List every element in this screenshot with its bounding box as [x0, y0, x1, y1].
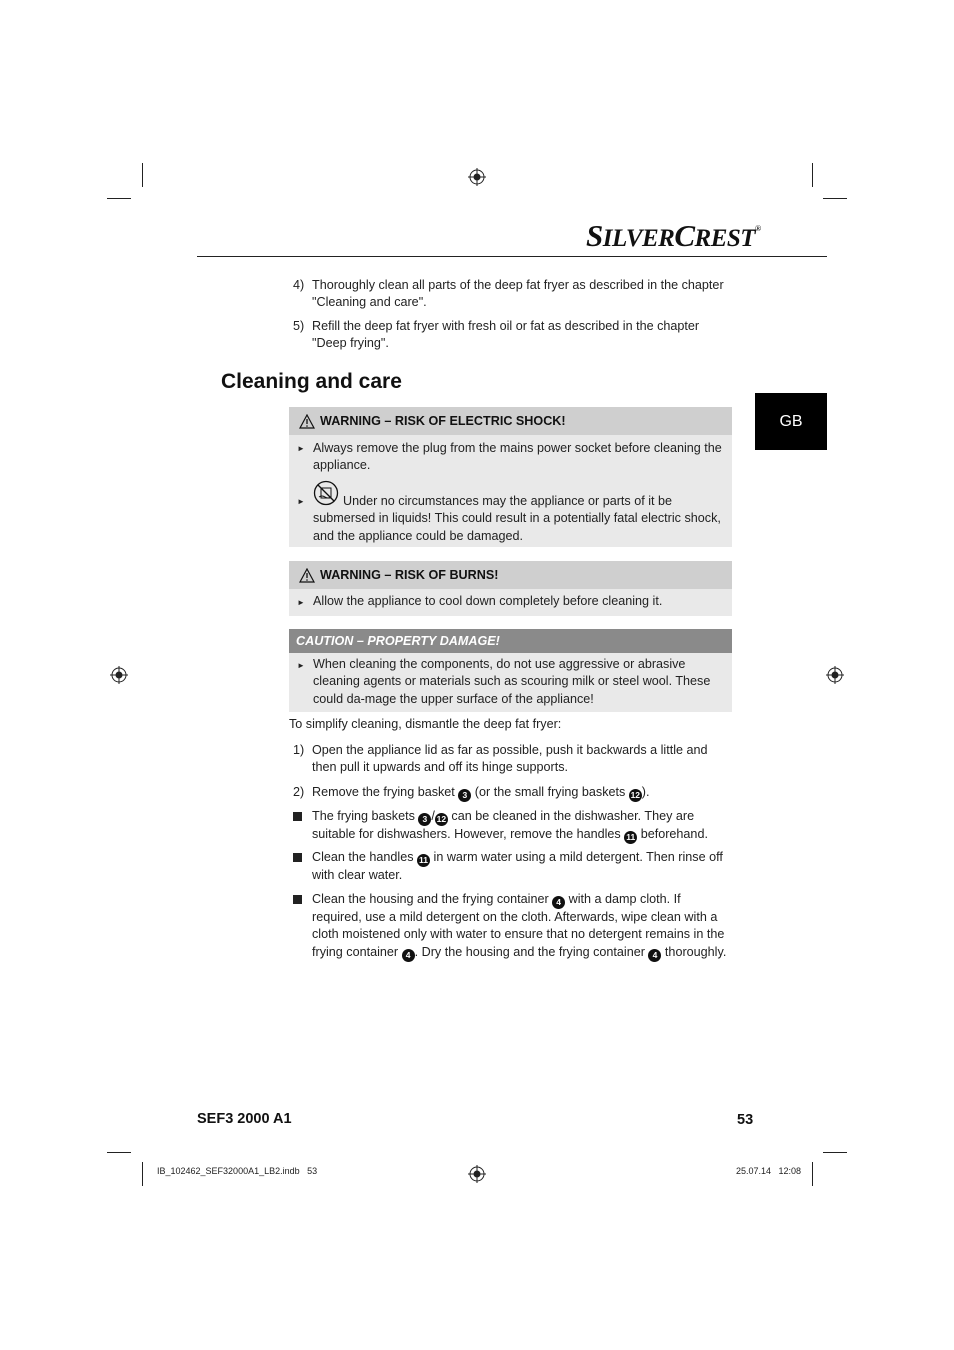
- bullet-square-icon: [293, 812, 302, 821]
- crop-mark: [107, 1152, 131, 1153]
- crop-mark: [823, 1152, 847, 1153]
- part-number-badge: 11: [419, 855, 429, 865]
- part-number-badge: 4: [402, 949, 415, 962]
- warning-title: WARNING – RISK OF ELECTRIC SHOCK!: [320, 414, 566, 428]
- warning-triangle-icon: [299, 568, 315, 583]
- step-number: 1): [293, 743, 305, 757]
- bullet-square-icon: [293, 853, 302, 862]
- warning-header: [289, 561, 732, 589]
- bullet-square-icon: [293, 895, 302, 904]
- section-title: Cleaning and care: [221, 370, 402, 393]
- part-number-badge: 11: [626, 832, 636, 842]
- warning-header: [289, 407, 732, 435]
- bullet-arrow-icon: ►: [297, 497, 305, 506]
- part-number-badge: 3: [458, 789, 471, 802]
- crop-mark: [142, 163, 143, 187]
- brand-logo: SILVERCREST®: [586, 218, 761, 253]
- crop-mark: [812, 163, 813, 187]
- warning-item: Under no circumstances may the appliance or parts of it be submersed in liquids! This could result in a potentially fatal electric shock, and the appliance could be damaged.: [313, 494, 721, 543]
- warning-item: Allow the appliance to cool down completely before cleaning it.: [313, 594, 663, 608]
- caution-title: CAUTION – PROPERTY DAMAGE!: [296, 634, 500, 648]
- language-tab: GB: [755, 393, 827, 450]
- part-number-badge: 12: [436, 814, 447, 824]
- bullet-arrow-icon: ►: [297, 598, 305, 607]
- step-number: 2): [293, 785, 305, 799]
- crop-mark: [142, 1162, 143, 1186]
- warning-burns-box: [289, 561, 732, 616]
- caution-item: When cleaning the components, do not use aggressive or abrasive cleaning agents or materials such as scouring milk or steel wool. These could da-mage the upper surface of the appliance!: [313, 657, 711, 706]
- warning-item: Always remove the plug from the mains power socket before cleaning the appliance.: [313, 441, 722, 473]
- warning-triangle-icon: [299, 414, 315, 429]
- step-text: Refill the deep fat fryer with fresh oil or fat as described in the chapter "Deep frying".: [312, 319, 700, 351]
- part-number-badge: 12: [630, 790, 641, 800]
- warning-shock-box: [289, 407, 732, 547]
- crop-mark: [812, 1162, 813, 1186]
- slug-filename: IB_102462_SEF32000A1_LB2.indb 53: [157, 1166, 318, 1176]
- header-rule: [197, 256, 827, 257]
- part-number-badge: 4: [648, 949, 661, 962]
- registration-mark-icon: [826, 666, 844, 684]
- step-number: 5): [293, 319, 305, 333]
- bullet-arrow-icon: ►: [297, 661, 305, 670]
- bullet-arrow-icon: ►: [297, 444, 305, 453]
- step-text: Thoroughly clean all parts of the deep fat fryer as described in the chapter "Cleaning and care".: [312, 278, 724, 310]
- part-number-badge: 3: [418, 813, 431, 826]
- intro-text: To simplify cleaning, dismantle the deep fat fryer:: [289, 717, 562, 731]
- step-text: Remove the frying basket 3 (or the small frying baskets 12 ).: [312, 785, 650, 800]
- caution-header: [289, 629, 732, 653]
- part-number-badge: 4: [552, 896, 565, 909]
- bullet-text: Clean the housing and the frying container 4 with a damp cloth. If required, use a mild detergent on the cloth. Afterwards, wipe clean with a cloth moistened only with water to ensure that no detergent remains in the frying container 4 . Dry the housing and the frying container 4 thoroughly.: [312, 892, 727, 960]
- model-number: SEF3 2000 A1: [197, 1111, 292, 1127]
- bullet-text: The frying baskets 3 / 12 can be cleaned in the dishwasher. They are suitable for dishwashers. However, remove the handles 11 beforehand.: [312, 809, 708, 842]
- bullet-text: Clean the handles 11 in warm water using a mild detergent. Then rinse off with clear water.: [312, 850, 723, 882]
- step-text: Open the appliance lid as far as possible, push it backwards a little and then pull it upwards and off its hinge supports.: [312, 743, 708, 775]
- crop-mark: [107, 198, 131, 199]
- page-number: 53: [737, 1112, 754, 1128]
- registration-mark-icon: [468, 1165, 486, 1183]
- step-number: 4): [293, 278, 305, 292]
- registration-mark-icon: [110, 666, 128, 684]
- crop-mark: [823, 198, 847, 199]
- registration-mark-icon: [468, 168, 486, 186]
- slug-date: 25.07.14 12:08: [736, 1166, 802, 1176]
- warning-title: WARNING – RISK OF BURNS!: [320, 568, 499, 582]
- caution-box: [289, 629, 732, 712]
